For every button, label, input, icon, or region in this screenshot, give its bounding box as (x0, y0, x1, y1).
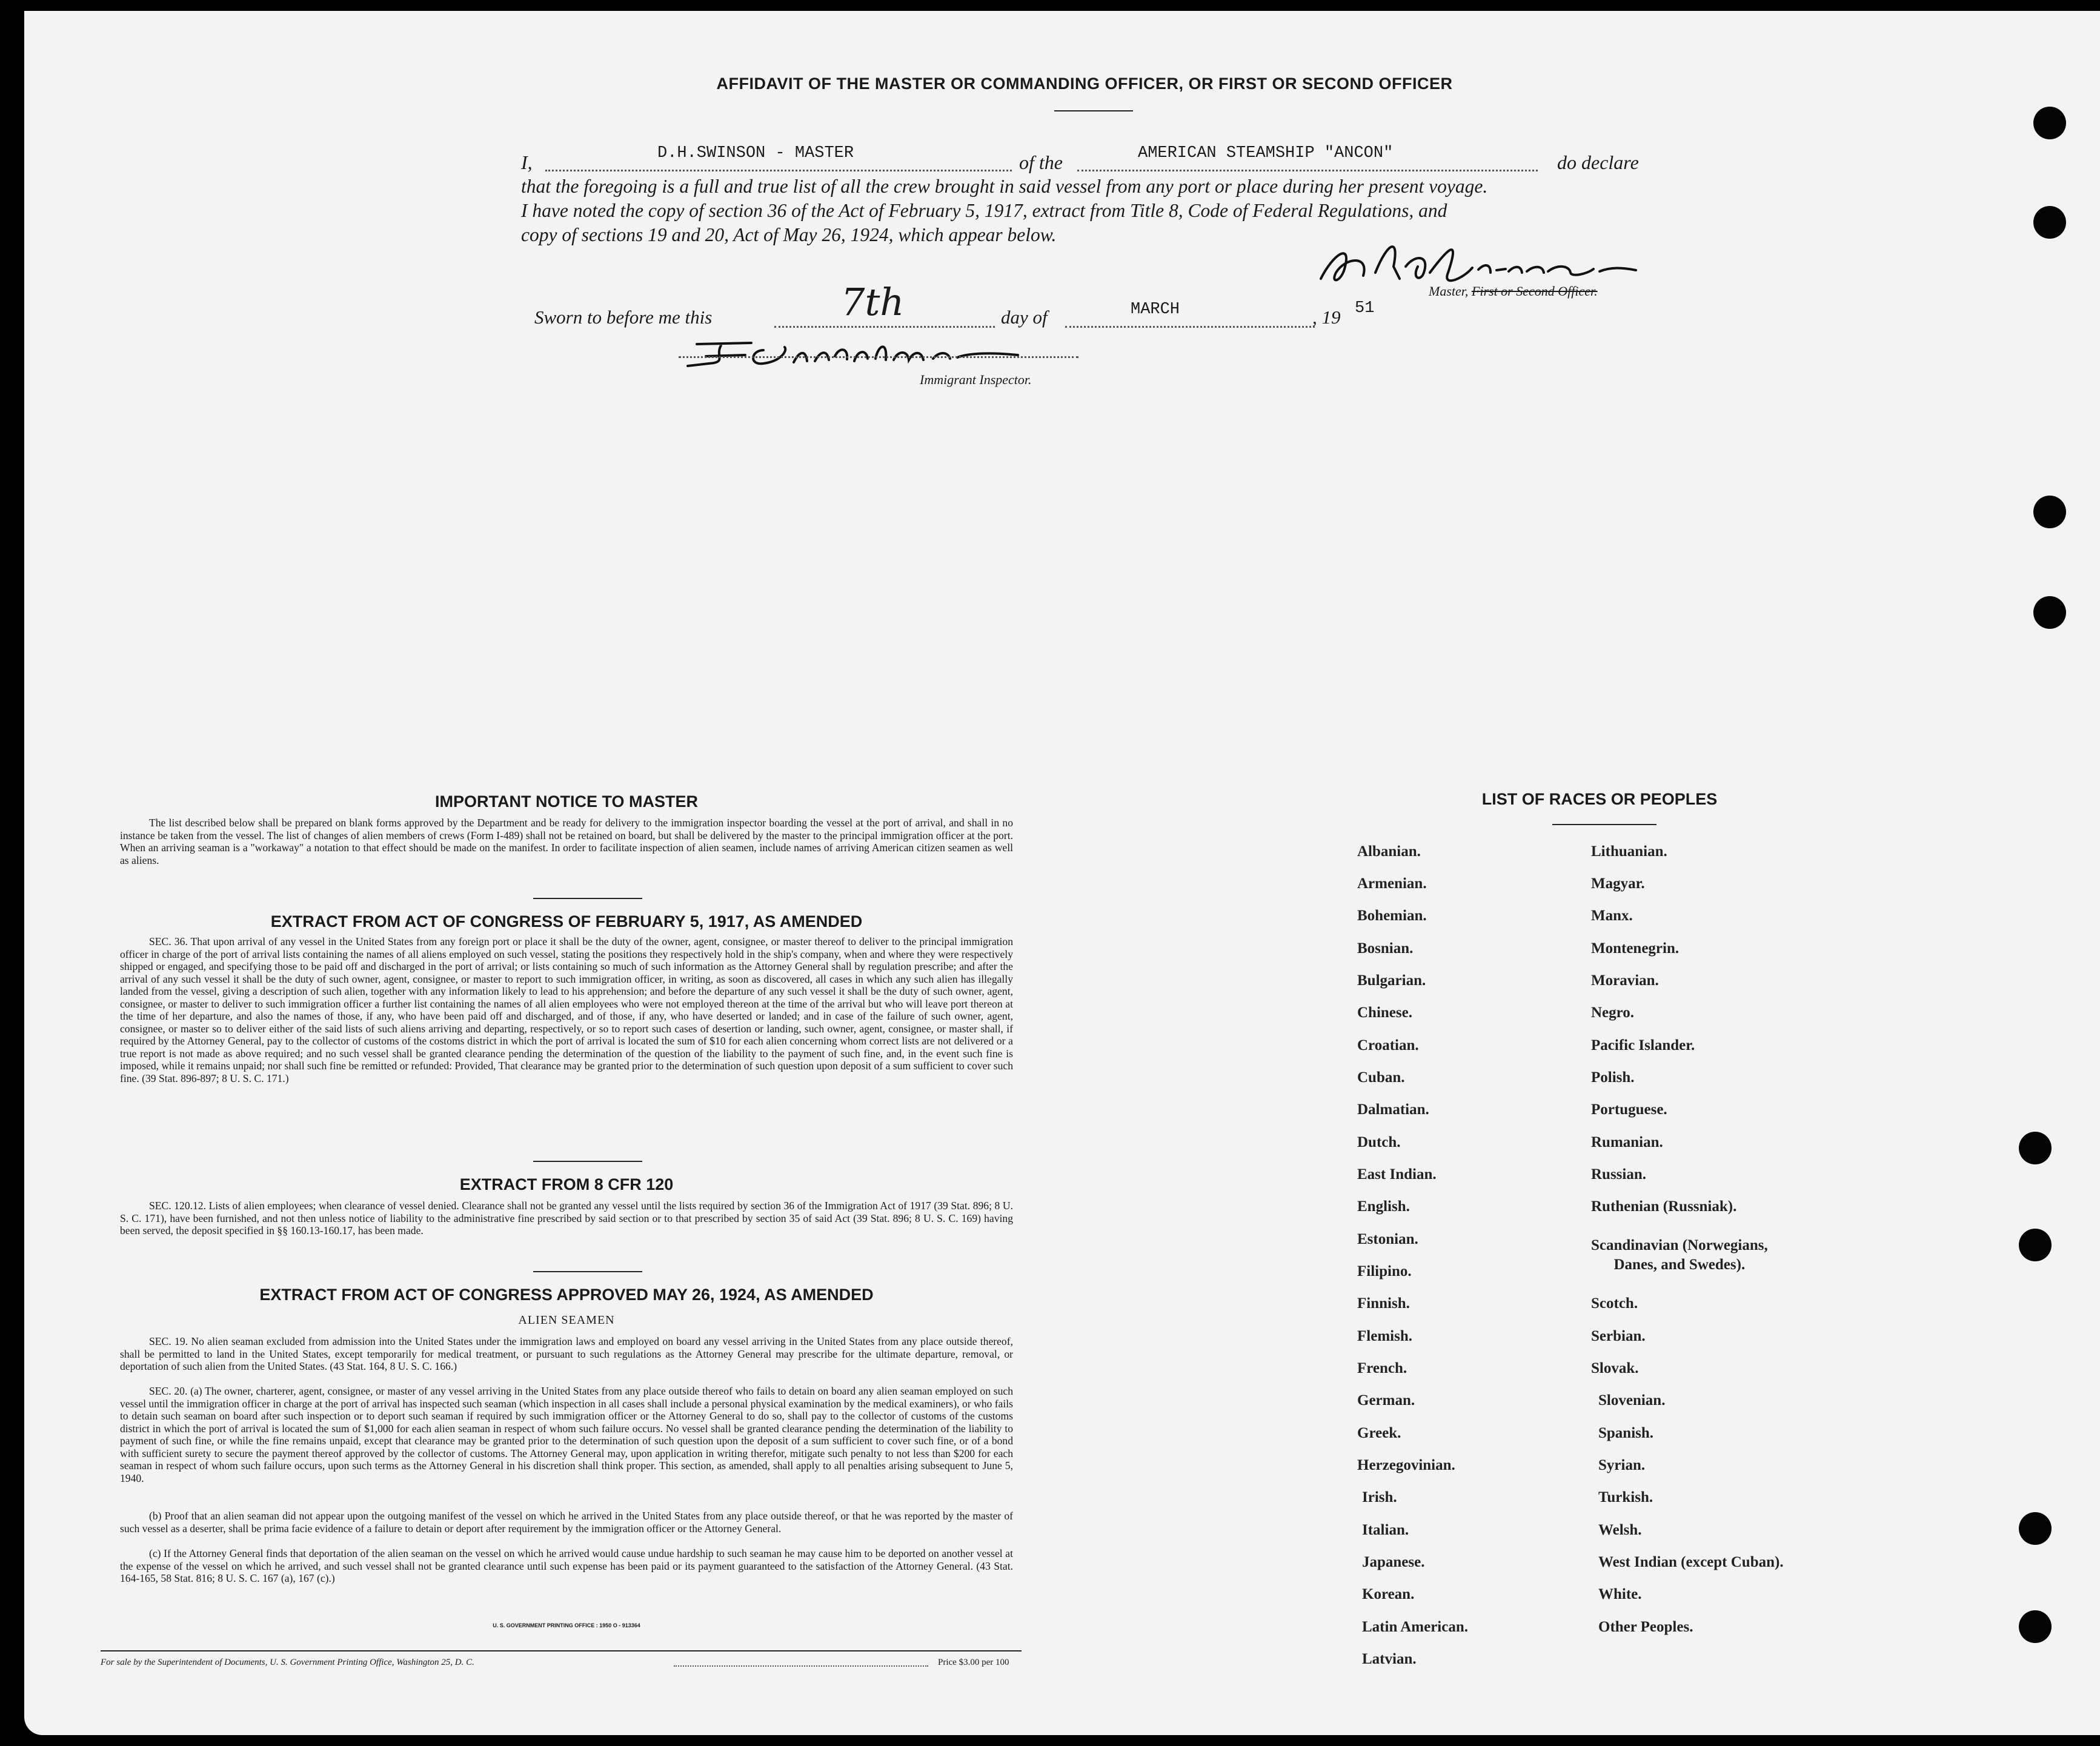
race-item: Slovak. (1591, 1360, 1639, 1376)
race-item: Russian. (1591, 1166, 1647, 1183)
punch-hole (2033, 107, 2066, 139)
month-field-line-2 (1065, 326, 1315, 328)
race-item: Greek. (1357, 1425, 1401, 1441)
race-item: Chinese. (1357, 1004, 1412, 1021)
race-item: Rumanian. (1591, 1134, 1663, 1150)
race-item: German. (1357, 1392, 1415, 1409)
race-item: Croatian. (1357, 1037, 1419, 1054)
title-rule (1054, 110, 1133, 111)
races-rule (1552, 824, 1656, 825)
race-item: Portuguese. (1591, 1101, 1667, 1118)
inspector-signature (679, 332, 1103, 374)
year-prefix: , 19 (1312, 307, 1341, 328)
of-the-label: of the (1019, 151, 1063, 173)
document-sheet (24, 11, 2100, 1735)
day-of-label: day of (1001, 307, 1048, 328)
race-item: Lithuanian. (1591, 843, 1667, 860)
race-item: Turkish. (1598, 1489, 1653, 1505)
race-item: Other Peoples. (1598, 1619, 1693, 1635)
race-item: Herzegovinian. (1357, 1457, 1455, 1473)
race-item: Latvian. (1362, 1651, 1417, 1667)
race-item: Filipino. (1357, 1263, 1412, 1280)
sworn-month-field: MARCH (1131, 300, 1180, 319)
section-rule (533, 898, 642, 899)
extract-8cfr-heading: EXTRACT FROM 8 CFR 120 (459, 1175, 674, 1193)
extract-1924-heading: EXTRACT FROM ACT OF CONGRESS APPROVED MAY 26, 1924, AS AMENDED (259, 1286, 874, 1304)
inspector-signature-line (679, 356, 1078, 358)
vessel-field-line (1077, 170, 1538, 171)
master-title-struck: First or Second Officer. (1471, 284, 1598, 299)
race-item: Polish. (1591, 1069, 1635, 1086)
punch-hole (2033, 596, 2066, 629)
affidavit-title: AFFIDAVIT OF THE MASTER OR COMMANDING OFFICER, OR FIRST OR SECOND OFFICER (716, 75, 1453, 93)
race-item: Irish. (1362, 1489, 1397, 1505)
master-name-field: D.H.SWINSON - MASTER (657, 144, 854, 162)
sec-20a-text: SEC. 20. (a) The owner, charterer, agent, consignee, or master of any vessel arriving in the United States from any place outside thereof who fails to detain on board any alien seaman employed on such vessel until the immigration officer in charge at the port of arrival has inspected such seaman (which inspection in all cases shall include a personal physical examination by the medical examiners), or who fails to detain such seaman on board after such inspection or to deport such seaman if required by such immigration officer or the Attorney General to do so, shall pay to the collector of customs of the customs district in which the port of arrival is located the sum of $1,000 for each alien seaman in respect of whom such failure occurs. No vessel shall be granted clearance pending the determination of the liability to payment of such fine, or while the fine remains unpaid, except that clearance may be granted prior to the determination of such question upon the deposit of a sum sufficient to cover such fine, or of a bond with sufficient surety to secure the payment thereof approved by the collector of customs. The Attorney General may, upon application in writing therefor, mitigate such penalty to not less than $200 for each seaman in respect of whom such failure occurs, upon such terms as the Attorney General in his discretion shall think proper. This section, as amended, shall apply to all penalties arising subsequent to June 5, 1940. (120, 1385, 1013, 1484)
race-item: Dutch. (1357, 1134, 1401, 1150)
extract-8cfr-text: SEC. 120.12. Lists of alien employees; when clearance of vessel denied. Clearance shall not be granted any vessel until the lists required by section 36 of the Immigration Act of 1917 (39 Stat. 896; 8 U. S. C. 171), have been furnished, and not then unless notice of liability to the administrative fine prescribed by said section or to that prescribed by section 35 of said Act (39 Stat. 896; 8 U. S. C. 169) having been served, the deposit specified in §§ 160.13-160.17, has been made. (120, 1200, 1013, 1236)
extract-1917-text: SEC. 36. That upon arrival of any vessel in the United States from any foreign port or place it shall be the duty of the owner, agent, consignee, or master thereof to deliver to the principal immigration officer in charge of the port of arrival lists containing the names of all aliens employed on such vessel, stating the positions they respectively hold in the ship's company, when and where they were respectively shipped or engaged, and specifying those to be paid off and discharged in the port of arrival; or lists containing so much of such information as the Attorney General shall by regulation prescribe; and after the arrival of any such vessel it shall be the duty of such owner, agent, consignee, or master to report to such immigration officer, in writing, as soon as discovered, all cases in which any such alien has illegally landed from the vessel, giving a description of such alien, together with any information likely to lead to his apprehension; and before the departure of any such vessel it shall be the duty of such owner, agent, consignee, or master to deliver to such immigration officer a further list containing the names of all alien employees who were not employed thereon at the time of the arrival but who will leave port thereon at the time of her departure, and also the names of those, if any, who have been paid off and discharged, and of those, if any, who have deserted or landed; and in case of the failure of such owner, agent, consignee, or master so to deliver either of the said lists of such aliens arriving and departing, respectively, or so to report such cases of desertion or landing, such owner, agent, consignee, or master shall, if required by the Attorney General, pay to the collector of customs of the costoms district in which the port of arrival is located the sum of $10 for each alien concerning whom correct lists are not delivered or a true report is not made as above required; and no such vessel shall be granted clearance pending the determination of the question of the liability to the payment of such fine, and, in the event such fine is imposed, while it remains unpaid; nor shall such fine be remitted or refunded: Provided, That clearance may be granted prior to the determination of such question upon deposit of a sum sufficient to cover such fine. (39 Stat. 896-897; 8 U. S. C. 171.) (120, 935, 1013, 1084)
do-declare-label: do declare (1557, 151, 1639, 173)
footer-leader (674, 1665, 928, 1667)
master-title-prefix: Master, (1429, 284, 1469, 299)
race-item: Magyar. (1591, 875, 1645, 892)
race-item: Syrian. (1598, 1457, 1646, 1473)
extract-1917-heading: EXTRACT FROM ACT OF CONGRESS OF FEBRUARY 5, 1917, AS AMENDED (270, 912, 863, 931)
race-item: Armenian. (1357, 875, 1427, 892)
race-item: West Indian (except Cuban). (1598, 1554, 1784, 1570)
race-item: Bulgarian. (1357, 972, 1426, 989)
race-item: East Indian. (1357, 1166, 1437, 1183)
inspector-label: Immigrant Inspector. (920, 372, 1032, 387)
alien-seamen-subheading: ALIEN SEAMEN (518, 1313, 615, 1327)
year-suffix-field: 51 (1355, 299, 1375, 317)
race-item: Slovenian. (1598, 1392, 1666, 1409)
i-label: I, (521, 151, 533, 173)
name-field-line (545, 170, 1012, 171)
race-item: Negro. (1591, 1004, 1635, 1021)
race-item: Cuban. (1357, 1069, 1405, 1086)
race-item: Latin American. (1362, 1619, 1468, 1635)
race-item: Japanese. (1362, 1554, 1425, 1570)
race-item: Montenegrin. (1591, 940, 1680, 957)
race-item: Moravian. (1591, 972, 1659, 989)
race-item: Spanish. (1598, 1425, 1654, 1441)
sale-notice: For sale by the Superintendent of Documents, U. S. Government Printing Office, Washington 25, D. C. (101, 1658, 474, 1667)
sec-19-text: SEC. 19. No alien seaman excluded from admission into the United States under the immigration laws and employed on board any vessel arriving in the United States from any place outside thereof, shall be permitted to land in the United States, except temporarily for medical treatment, or pursuant to such regulations as the Attorney General may prescribe for the ultimate departure, removal, or deportation of such alien from the United States. (43 Stat. 164, 8 U. S. C. 166.) (120, 1335, 1013, 1372)
race-item: Scotch. (1591, 1295, 1638, 1312)
section-rule (533, 1161, 642, 1162)
price-notice: Price $3.00 per 100 (938, 1658, 1009, 1667)
race-item: Scandinavian (Norwegians, Danes, and Swedes). (1591, 1237, 1768, 1273)
punch-hole (2019, 1229, 2052, 1261)
day-field-line (774, 326, 995, 328)
notice-heading: IMPORTANT NOTICE TO MASTER (435, 792, 698, 811)
footer-rule (101, 1650, 1022, 1651)
race-item: Bosnian. (1357, 940, 1414, 957)
master-title-caption (1429, 284, 1598, 299)
punch-hole (2019, 1512, 2052, 1545)
race-item: Albanian. (1357, 843, 1421, 860)
race-item: Serbian. (1591, 1328, 1646, 1344)
race-item: Dalmatian. (1357, 1101, 1429, 1118)
sworn-label: Sworn to before me this (534, 307, 713, 328)
race-item: Flemish. (1357, 1328, 1412, 1344)
declaration-line-2: that the foregoing is a full and true list of all the crew brought in said vessel from any port or place during her present voyage. (521, 176, 1488, 197)
races-heading: LIST OF RACES OR PEOPLES (1481, 790, 1718, 808)
vessel-name-field: AMERICAN STEAMSHIP "ANCON" (1138, 144, 1394, 162)
punch-hole (2019, 1610, 2052, 1643)
race-item: Pacific Islander. (1591, 1037, 1695, 1054)
race-item: Manx. (1591, 908, 1633, 924)
sworn-day-field: 7th (841, 280, 905, 324)
punch-hole (2019, 1132, 2052, 1164)
race-item: White. (1598, 1586, 1642, 1602)
race-item: Korean. (1362, 1586, 1415, 1602)
section-rule (533, 1271, 642, 1272)
punch-hole (2033, 206, 2066, 239)
race-item: French. (1357, 1360, 1407, 1376)
race-item: Ruthenian (Russniak). (1591, 1198, 1737, 1215)
race-item: Finnish. (1357, 1295, 1410, 1312)
sec-20c-text: (c) If the Attorney General finds that deportation of the alien seaman on the vessel on which he arrived would cause undue hardship to such seaman he may cause him to be deported on another vessel at the expense of the vessel on which he arrived, and such vessel shall not be granted clearance until such expense has been paid or its payment guaranteed to the satisfaction of the Attorney General. (43 Stat. 164-165, 58 Stat. 816; 8 U. S. C. 167 (a), 167 (c).) (120, 1547, 1013, 1584)
gpo-imprint: U. S. GOVERNMENT PRINTING OFFICE : 1950 O - 913364 (493, 1622, 640, 1628)
punch-hole (2033, 496, 2066, 528)
declaration-line-3: I have noted the copy of section 36 of the Act of February 5, 1917, extract from Title 8, Code of Federal Regulations, and (521, 200, 1447, 221)
notice-text: The list described below shall be prepared on blank forms approved by the Department and be ready for delivery to the immigration inspector boarding the vessel at the port of arrival, and shall in no instance be taken from the vessel. The list of changes of alien members of crews (Form I-489) shall not be retained on board, but shall be delivered by the master to the principal immigration officer at the port. When an arriving seaman is a "workaway" a notation to that effect should be made on the manifest. In order to facilitate inspection of alien seamen, include names of arriving American citizen seamen as well as aliens. (120, 817, 1013, 866)
race-item: English. (1357, 1198, 1410, 1215)
race-item: Estonian. (1357, 1231, 1418, 1247)
declaration-line-4: copy of sections 19 and 20, Act of May 26, 1924, which appear below. (521, 224, 1057, 245)
race-item: Welsh. (1598, 1522, 1642, 1538)
sec-20b-text: (b) Proof that an alien seaman did not appear upon the outgoing manifest of the vessel on which he arrived in the United States from any place outside thereof, or that he was reported by the master of such vessel as a deserter, shall be prima facie evidence of a failure to detain or deport after requirement by the immigration officer or the Attorney General. (120, 1510, 1013, 1535)
race-item: Italian. (1362, 1522, 1409, 1538)
race-item: Bohemian. (1357, 908, 1427, 924)
